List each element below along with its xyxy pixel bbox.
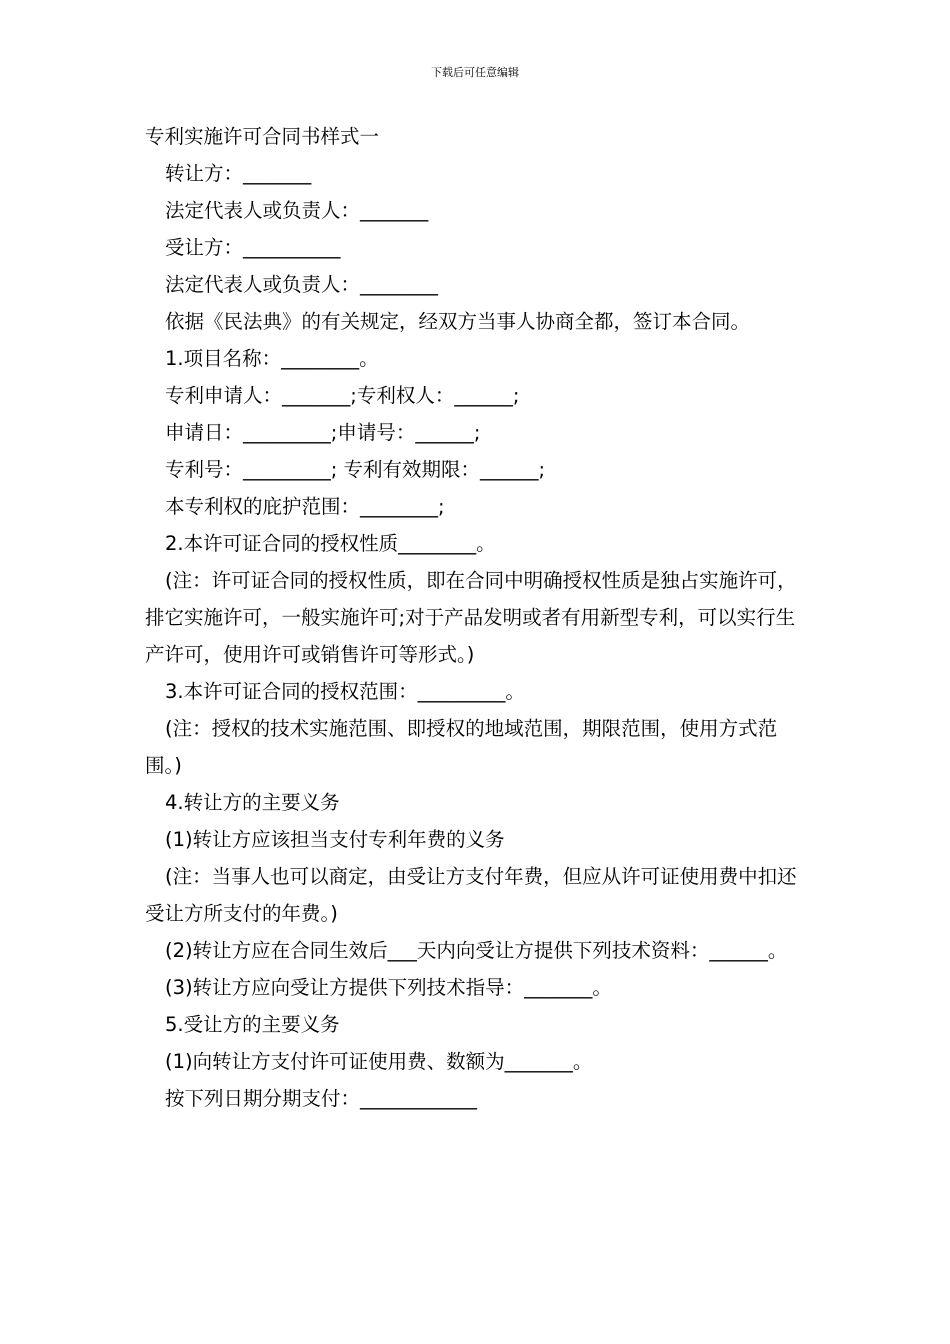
paragraph-license-scope: 3.本许可证合同的授权范围：_________。 <box>165 680 525 703</box>
paragraph-transferor-duty-2: (2)转让方应在合同生效后___天内向受让方提供下列技术资料：______。 <box>165 939 788 962</box>
paragraph-transferor-duty-1-note: (注：当事人也可以商定，由受让方支付年费，但应从许可证使用费中扣还受让方所支付的年费。) <box>145 865 797 925</box>
paragraph-transferor-duties-heading: 4.转让方的主要义务 <box>165 791 340 814</box>
paragraph-application-date: 申请日：_________;申请号：______; <box>165 421 481 444</box>
paragraph-project-name: 1.项目名称：________。 <box>165 347 379 370</box>
paragraph-transferee-representative: 法定代表人或负责人：________ <box>165 273 439 296</box>
paragraph-license-nature: 2.本许可证合同的授权性质________。 <box>165 532 496 555</box>
document-body <box>145 118 810 1117</box>
paragraph-preamble: 依据《民法典》的有关规定，经双方当事人协商全都，签订本合同。 <box>165 310 751 333</box>
document-title: 专利实施许可合同书样式一 <box>145 125 380 148</box>
paragraph-license-scope-note: (注：授权的技术实施范围、即授权的地域范围，期限范围，使用方式范围。) <box>145 717 778 777</box>
paragraph-transferor: 转让方：_______ <box>165 162 312 185</box>
paragraph-transferee-duties-heading: 5.受让方的主要义务 <box>165 1013 340 1036</box>
paragraph-patent-number: 专利号：_________; 专利有效期限：______; <box>165 458 546 481</box>
paragraph-protection-scope: 本专利权的庇护范围：________; <box>165 495 445 518</box>
paragraph-transferor-representative: 法定代表人或负责人：_______ <box>165 199 429 222</box>
paragraph-transferor-duty-1: (1)转让方应该担当支付专利年费的义务 <box>165 828 505 851</box>
paragraph-transferor-duty-3: (3)转让方应向受让方提供下列技术指导：_______。 <box>165 976 612 999</box>
paragraph-license-nature-note: (注：许可证合同的授权性质，即在合同中明确授权性质是独占实施许可，排它实施许可，一般实施许可;对于产品发明或者有用新型专利，可以实行生产许可，使用许可或销售许可等形式。) <box>145 569 797 666</box>
paragraph-transferee: 受让方：__________ <box>165 236 341 259</box>
paragraph-installment-payment: 按下列日期分期支付：____________ <box>165 1087 478 1110</box>
paragraph-applicant: 专利申请人：_______;专利权人：______; <box>165 384 520 407</box>
paragraph-transferee-duty-1: (1)向转让方支付许可证使用费、数额为_______。 <box>165 1050 593 1073</box>
page-header-note: 下载后可任意编辑 <box>431 66 519 79</box>
